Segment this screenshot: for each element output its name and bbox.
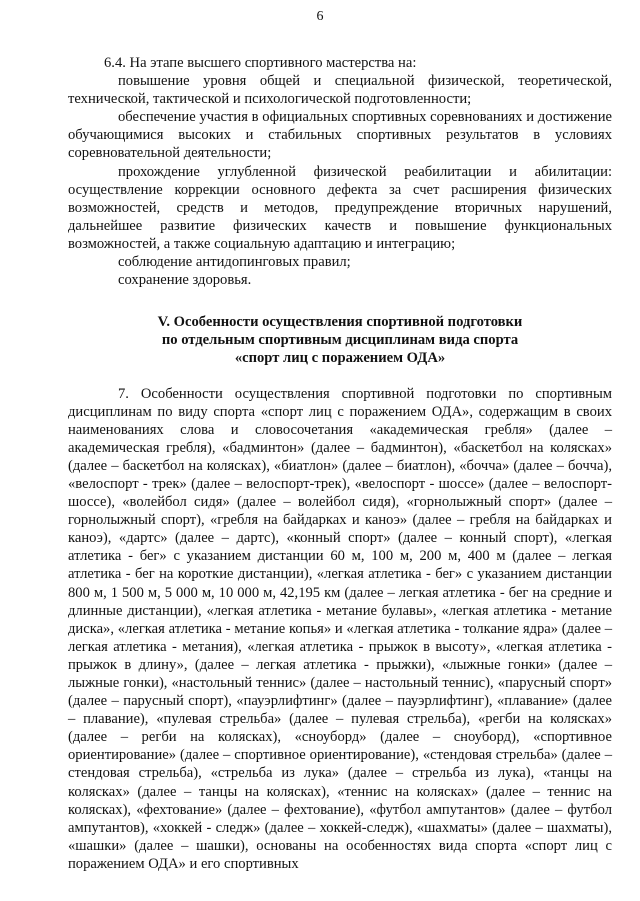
list-item-competitions: обеспечение участия в официальных спортивных соревнованиях и достижение обучающимися высоких и стабильных спортивных результатов в условиях соревновательной деятельности; (68, 109, 612, 162)
heading-line-3: «спорт лиц с поражением ОДА» (234, 350, 446, 367)
list-item-rehabilitation: прохождение углубленной физической реабилитации и абилитации: осуществление коррекции основного дефекта за счет расширения физических возможностей, средств и методов, предупреждение вторичных нарушений, дальнейшее развитие физических качеств и повышение функциональных возможностей, а также социальную адаптацию и интеграцию; (68, 163, 612, 252)
section-6-4-intro: 6.4. На этапе высшего спортивного мастерства на: (104, 55, 417, 71)
page-number: 6 (316, 9, 324, 24)
list-item-health: сохранение здоровья. (118, 272, 252, 289)
section-heading (68, 313, 612, 367)
heading-line-1: V. Особенности осуществления спортивной подготовки (157, 314, 523, 331)
heading-line-2: по отдельным спортивным дисциплинам вида спорта (161, 332, 519, 349)
paragraph-7: 7. Особенности осуществления спортивной подготовки по спортивным дисциплинам по виду спорта «спорт лиц с поражением ОДА», содержащим в своих наименованиях слова и словосочетания «академическая гребля» (далее – академическая гребля), «бадминтон» (далее – бадминтон), «баскетбол на колясках» (далее – баскетбол на колясках), «биатлон» (далее – биатлон), «бочча» (далее – бочча), «велоспорт - трек» (далее – велоспорт-трек), «велоспорт - шоссе» (далее – велоспорт-шоссе), «волейбол сидя» (далее – волейбол сидя), «горнолыжный спорт» (далее – горнолыжный спорт), «гребля на байдарках и каноэ» (далее – гребля на байдарках и каноэ), «дартс» (далее – дартс), «конный спорт» (далее – конный спорт), «легкая атлетика - бег» с указанием дистанции 60 м, 100 м, 200 м, 400 м (далее – легкая атлетика - бег на короткие дистанции), «легкая атлетика - бег» с указанием дистанции 800 м, 1 500 м, 5 000 м, 10 000 м, 42,195 км (далее – легкая атлетика - бег на средние и длинные дистанции), «легкая атлетика - метание булавы», «легкая атлетика - метание диска», «легкая атлетика - метание копья» и «легкая атлетика - толкание ядра» (далее – легкая атлетика - метания), «легкая атлетика - прыжок в высоту», «легкая атлетика - прыжок в длину», (далее – легкая атлетика - прыжки), «лыжные гонки» (далее – лыжные гонки), «настольный теннис» (далее – настольный теннис), «парусный спорт» (далее – парусный спорт), «пауэрлифтинг» (далее – пауэрлифтинг), «плавание» (далее – плавание), «пулевая стрельба» (далее – пулевая стрельба), «регби на колясках» (далее – регби на колясках), «сноуборд» (далее – сноуборд), «спортивное ориентирование» (далее – спортивное ориентирование), «стендовая стрельба» (далее – стендовая стрельба), «стрельба из лука» (далее – стрельба из лука), «танцы на колясках» (далее – танцы на колясках), «теннис на колясках» (далее – теннис на колясках), «фехтование» (далее – фехтование), «футбол ампутантов» (далее – футбол ампутантов), «хоккей - следж» (далее – хоккей-следж), «шахматы» (далее – шахматы), «шашки» (далее – шашки), основаны на особенностях вида спорта «спорт лиц с поражением ОДА» и его спортивных (68, 385, 612, 872)
document-body (68, 54, 612, 873)
list-item-training-levels: повышение уровня общей и специальной физической, теоретической, технической, тактической и психологической подготовленности; (68, 73, 612, 108)
list-item-antidoping: соблюдение антидопинговых правил; (118, 254, 351, 271)
